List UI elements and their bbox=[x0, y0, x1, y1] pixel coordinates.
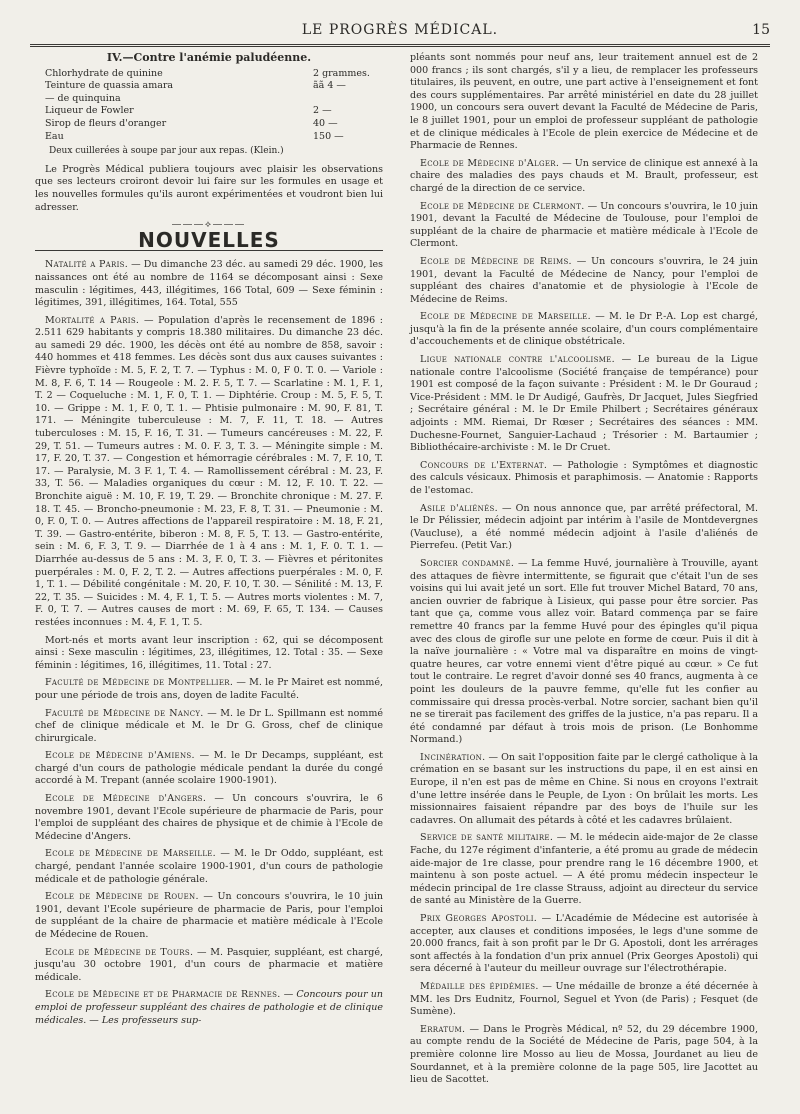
news-text: — Dans le Progrès Médical, nº 52, du 29 décembre 1900, au compte rendu de la Société de Médecine de Paris, page 504, à la première colonne lire Mosso au lieu de Mossa, Jourdanet au lieu de Sourdannet, et à la première colonne de la page 505, lire Jacottet au lieu de Sacottet. bbox=[410, 1023, 758, 1086]
page-number: 15 bbox=[752, 22, 770, 38]
page-header bbox=[30, 18, 770, 47]
news-heading: Ecole de Médecine d'Alger. bbox=[420, 157, 560, 169]
news-text: pléants sont nommés pour neuf ans, leur traitement annuel est de 2 000 francs ; ils sont chargés, s'il y a lieu, de remplacer les professeurs titulaires, ils peuvent, en outre, une part active à l'enseignement et font des cours supplémentaires. Par arrêté ministériel en date du 28 juillet 1900, un concours sera ouvert devant la Faculté de Médecine de Paris, le 8 juillet 1901, pour un emploi de professeur suppléant de pathologie et de clinique médicales à l'Ecole de plein exercice de Médecine et de Pharmacie de Rennes. bbox=[410, 52, 758, 152]
amount: 2 grammes. bbox=[313, 67, 370, 79]
news-item bbox=[410, 201, 758, 251]
news-item bbox=[410, 354, 758, 455]
news-heading: Ecole de Médecine de Reims. bbox=[420, 255, 572, 267]
left-column bbox=[35, 52, 383, 1032]
section-heading: NOUVELLES bbox=[35, 234, 383, 252]
amount: 150 — bbox=[313, 130, 344, 142]
news-text: — M. Pasquier, suppléant, est chargé, jusqu'au 30 octobre 1901, d'un cours de pharmacie et matière médicale. bbox=[35, 946, 383, 983]
news-item bbox=[35, 947, 383, 985]
news-heading: Médaille des épidémies. bbox=[420, 980, 539, 992]
news-item bbox=[35, 750, 383, 788]
news-heading: Ecole de Médecine et de Pharmacie de Rennes. bbox=[45, 989, 281, 1001]
news-heading: Ecole de Médecine de Rouen. bbox=[45, 891, 199, 903]
formula-row bbox=[35, 118, 383, 131]
news-item bbox=[35, 989, 383, 1027]
news-text: Mort-nés et morts avant leur inscription : 62, qui se décomposent ainsi : Sexe masculin : légitimes, 23, illégitimes, 12. Total : 35. — Sexe féminin : légitimes, 16, illégitimes, 11. Total : 27. bbox=[35, 634, 383, 671]
journal-title: LE PROGRÈS MÉDICAL. bbox=[301, 22, 499, 38]
news-heading: Ecole de Médecine d'Amiens. bbox=[45, 750, 195, 762]
news-heading: Faculté de Médecine de Montpellier. bbox=[45, 677, 234, 689]
news-item bbox=[35, 635, 383, 673]
news-heading: Mortalité a Paris. bbox=[45, 314, 140, 326]
news-heading: Erratum. bbox=[420, 1023, 466, 1035]
news-item bbox=[35, 315, 383, 630]
news-text: — Pathologie : Symptômes et diagnostic des calculs vésicaux. Phimosis et paraphimosis. — Anatomie : Rapports de l'estomac. bbox=[410, 459, 758, 496]
news-text: — M. le Dr L. Spillmann est nommé chef de clinique médicale et M. le Dr G. Gross, chef de clinique chirurgicale. bbox=[35, 707, 383, 744]
amount: 40 — bbox=[313, 117, 338, 129]
news-heading: Sorcier condamné. bbox=[420, 557, 515, 569]
formula-footnote: Deux cuillerées à soupe par jour aux repas. (Klein.) bbox=[49, 146, 284, 157]
news-heading: Ligue nationale contre l'alcoolisme. bbox=[420, 354, 615, 366]
news-item bbox=[410, 158, 758, 196]
news-item bbox=[410, 981, 758, 1019]
intro-paragraph: Le Progrès Médical publiera toujours avec plaisir les observations que ses lecteurs croiront devoir lui faire sur les formules en usage et les nouvelles formules qu'ils auront expérimentées et voudront bien lui adresser. bbox=[35, 163, 383, 213]
news-heading: Prix Georges Apostoli. bbox=[420, 913, 538, 924]
news-text: — Population d'après le recensement de 1896 : 2.511 629 habitants y compris 18.380 militaires. Du dimanche 23 déc. au samedi 29 déc. 1900, les décès ont été au nombre de 858, savoir : 440 hommes et 418 femmes. Les décès sont dus aux causes suivantes : Fièvre typhoïde : M. 5, F. 2, T. 7. — Typhus : M. 0, F 0. T. 0. — Variole : M. 8, F. 6, T. 14 — Rougeole : M. 2. F. 5, T. 7. — Scarlatine : M. 1, F. 1, T. 2 — Coqueluche : M. 1, F. 0, T. 1. — Diphtérie. Croup : M. 5, F. 5, T. 10. — Grippe : M. 1, F. 0, T. 1. — Phtisie pulmonaire : M. 90, F. 81, T. 171. — Méningite tuberculeuse : M. 7, F. 11, T. 18. — Autres tuberculoses : M. 15, F. 16, T. 31. — Tumeurs cancéreuses : M. 22, F. 29, T. 51. — Tumeurs autres : M. 0. F. 3, T. 3. — Méningite simple : M. 17, F. 20, T. 37. — Congestion et hémorragie cérébrales : M. 7, F. 10, T. 17. — Paralysie, M. 3 F. 1, T. 4. — Ramollissement cérébral : M. 23, F. 33, T. 56. — Maladies organiques du cœur : M. 12, F. 10. T. 22. — Bronchite aiguë : M. 10, F. 19, T. 29. — Bronchite chronique : M. 27. F. 18. T. 45. — Broncho-pneumonie : M. 23, F. 8, T. 31. — Pneumonie : M. 0, F. 0, T. 0. — Autres affections de l'appareil respiratoire : M. 18, F. 21, T. 39. — Gastro-entérite, biberon : M. 8, F. 5, T. 13. — Gastro-entérite, sein : M. 6, F. 3, T. 9. — Diarrhée de 1 à 4 ans : M. 1, F. 0. T. 1. — Diarrhée au-dessus de 5 ans : M. 3, F. 0, T. 3. — Fièvres et péritonites puerpérales : M. 0, F. 2, T. 2. — Autres affections puerpérales : M. 0, F. 1, T. 1. — Débilité congénitale : M. 20, F. 10, T. 30. — Sénilité : M. 13, F. 22, T. 35. — Suicides : M. 4, F. 1, T. 5. — Autres morts violentes : M. 7, F. 0, T. 7. — Autres causes de mort : M. 69, F. 65, T. 134. — Causes restées inconnues : M. 4, F. 1, T. 5. bbox=[35, 314, 383, 628]
news-item bbox=[410, 1024, 758, 1087]
news-text: — On sait l'opposition faite par le clergé catholique à la crémation en se basant sur les instructions du pape, il en est ainsi en Europe, il n'en est pas de même en Chine. Si nous en croyons l'extrait d'une lettre insérée dans le Peuple, de Lyon : On brûlait les morts. Les missionnaires faisaient répandre par des boys de l'huile sur les cadavres. On allumait des pétards à côté et les cadavres brûlaient. bbox=[410, 751, 758, 826]
right-column bbox=[410, 52, 758, 1092]
news-text: — M. le Dr Decamps, suppléant, est chargé d'un cours de pathologie médicale pendant la durée du congé accordé à M. Trepant (année scolaire 1900-1901). bbox=[35, 750, 383, 787]
formula-list bbox=[35, 68, 383, 144]
news-item bbox=[410, 256, 758, 306]
news-heading: Faculté de Médecine de Nancy. bbox=[45, 707, 204, 719]
news-item bbox=[35, 793, 383, 843]
news-text: — Un concours s'ouvrira, le 10 juin 1901, devant la Faculté de Médecine de Toulouse, pour l'emploi de suppléant de la chaire de pharmacie et matière médicale à l'Ecole de Clermont. bbox=[410, 200, 758, 250]
news-item bbox=[35, 891, 383, 941]
formula-row bbox=[35, 93, 383, 106]
news-item bbox=[410, 752, 758, 828]
news-text: — L'Académie de Médecine est autorisée à accepter, aux clauses et conditions imposées, le legs d'une somme de 20.000 francs, fait à son profit par le Dr G. Apostoli, dont les arrérages sont affectés à la fondation d'un prix annuel (Prix Georges Apostoli) qui sera décerné à l'auteur du meilleur ouvrage sur l'électrothérapie. bbox=[410, 913, 758, 975]
news-heading: Ecole de Médecine de Clermont. bbox=[420, 200, 585, 212]
ingredient: — de quinquina bbox=[45, 92, 121, 104]
ingredient: Teinture de quassia amara bbox=[45, 80, 174, 92]
news-text: — Concours pour un emploi de professeur suppléant des chaires de pathologie et de clinique médicales. — Les professeurs sup- bbox=[35, 989, 383, 1026]
news-heading: Ecole de Médecine de Tours. bbox=[45, 946, 194, 958]
ingredient: Eau bbox=[45, 130, 64, 142]
ingredient: Liqueur de Fowler bbox=[45, 105, 134, 117]
news-heading: Incinération. bbox=[420, 751, 486, 763]
news-text: — Un concours s'ouvrira, le 6 novembre 1901, devant l'Ecole supérieure de pharmacie de Paris, pour l'emploi de suppléant des chaires de physique et de chimie à l'Ecole de Médecine d'Angers. bbox=[35, 793, 383, 842]
news-text: — M. le Pr Mairet est nommé, pour une période de trois ans, doyen de ladite Faculté. bbox=[35, 677, 383, 701]
formula-row bbox=[35, 105, 383, 118]
news-item bbox=[35, 708, 383, 746]
news-text: — La femme Huvé, journalière à Trouville, ayant des attaques de fièvre intermittente, se figurait que c'était l'un de ses voisins qui lui avait jeté un sort. Elle fut trouver Michel Batard, 70 ans, ancien ouvrier de fabrique à Lisieux, qui passe pour être sorcier. Pas tant que ça, comme vous allez voir. Batard commença par se faire remettre 40 francs par la femme Huvé pour des épingles qu'il piqua avec des clous de girofle sur une pelote en forme de cœur. Puis il dit à la naïve journalière : « Votre mal va disparaître en moins de vingt-quatre heures, car votre ennemi vient d'être piqué au cœur. » Ce fut tout le contraire. Le regret d'avoir donné ses 40 francs, augmenta à ce point les douleurs de la pauvre femme, qu'elle fut les confier au commissaire qui dressa procès-verbal. Notre sorcier, sachant bien qu'il ne se tirerait pas facilement des griffes de la justice, n'a pas reparu. Il a été condamné par défaut à trois mois de prison. (Le Bonhomme Normand.) bbox=[410, 557, 758, 746]
news-item bbox=[410, 913, 758, 976]
ornament-divider: ―――⟡――― bbox=[172, 220, 246, 231]
news-text: — M. le Dr Oddo, suppléant, est chargé, pendant l'année scolaire 1900-1901, d'un cours de pathologie médicale et de pathologie générale. bbox=[35, 848, 383, 885]
ingredient: Chlorhydrate de quinine bbox=[45, 67, 163, 79]
news-item bbox=[410, 311, 758, 349]
amount: ãã 4 — bbox=[313, 80, 346, 92]
news-text: — M. le Dr P.-A. Lop est chargé, jusqu'à la fin de la présente année scolaire, d'un cours complémentaire d'accouchements et de clinique obstétricale. bbox=[410, 311, 758, 348]
news-text: — Une médaille de bronze a été décernée à MM. les Drs Eudnitz, Fournol, Seguel et Yvon (de Paris) ; Fesquet (de Sumène). bbox=[410, 980, 758, 1018]
news-text: — Un service de clinique est annexé à la chaire des maladies des pays chauds et M. Brault, professeur, est chargé de la direction de ce service. bbox=[410, 157, 758, 194]
amount bbox=[313, 93, 383, 106]
news-heading: Service de santé militaire. bbox=[420, 832, 554, 844]
news-heading: Ecole de Médecine de Marseille. bbox=[45, 848, 216, 860]
news-heading: Asile d'aliénés. bbox=[420, 502, 498, 514]
formula-row bbox=[35, 80, 383, 93]
news-text: — Le bureau de la Ligue nationale contre l'alcoolisme (Société française de tempérance) pour 1901 est composé de la façon suivante : Président : M. le Dr Gouraud ; Vice-Président : MM. le Dr Audigé, Gaufrès, Dr Jacquet, Jules Siegfried ; Secrétaire général : M. le Dr Emile Philbert ; Secrétaires généraux adjoints : MM. Riemai, Dr Rœser ; Secrétaires des séances : MM. Duchesne-Fournet, Sanguier-Lachaud ; Trésorier : M. Bartaumier ; Bibliothécaire-archiviste : M. le Dr Cruet. bbox=[410, 354, 758, 454]
news-text: — Un concours s'ouvrira, le 24 juin 1901, devant la Faculté de Médecine de Nancy, pour l'emploi de suppléant des chaires d'anatomie et de physiologie à l'Ecole de Médecine de Reims. bbox=[410, 255, 758, 305]
news-item bbox=[410, 503, 758, 553]
news-heading: Ecole de Médecine d'Angers. bbox=[45, 793, 207, 805]
amount: 2 — bbox=[313, 105, 332, 117]
formula-title: IV.—Contre l'anémie paludéenne. bbox=[106, 51, 312, 64]
news-heading: Concours de l'Externat. bbox=[420, 459, 548, 471]
news-item bbox=[35, 848, 383, 886]
formula-row bbox=[35, 68, 383, 81]
news-text: — M. le médecin aide-major de 2e classe Fache, du 127e régiment d'infanterie, a été promu au grade de médecin aide-major de 1re classe, pour prendre rang le 16 décembre 1900, et maintenu à son poste actuel. — A été promu médecin inspecteur le médecin principal de 1re classe Strauss, adjoint au directeur du service de santé au Ministère de la Guerre. bbox=[410, 832, 759, 907]
news-item bbox=[35, 677, 383, 702]
news-heading: Ecole de Médecine de Marseille. bbox=[420, 311, 591, 323]
news-item bbox=[410, 460, 758, 498]
formula-row bbox=[35, 131, 383, 144]
news-heading: Natalité a Paris. bbox=[45, 259, 129, 271]
news-item bbox=[35, 259, 383, 309]
news-item bbox=[410, 52, 758, 153]
news-item bbox=[410, 558, 758, 747]
news-item bbox=[410, 832, 758, 908]
ingredient: Sirop de fleurs d'oranger bbox=[45, 117, 167, 129]
news-text: — On nous annonce que, par arrêté préfectoral, M. le Dr Pélissier, médecin adjoint par intérim à l'asile de Montdevergnes (Vaucluse), a été nommé médecin adjoint à l'asile d'aliénés de Pierrefeu. (Petit Var.) bbox=[410, 502, 758, 552]
news-text: — Du dimanche 23 déc. au samedi 29 déc. 1900, les naissances ont été au nombre de 1164 se décomposant ainsi : Sexe masculin : légitimes, 443, illégitimes, 166 Total, 609 — Sexe féminin : légitimes, 391, illégitimes, 164. Total, 555 bbox=[35, 259, 383, 309]
news-text: — Un concours s'ouvrira, le 10 juin 1901, devant l'Ecole supérieure de pharmacie de Paris, pour l'emploi de suppléant de la chaire de pharmacie et matière médicale à l'Ecole de Médecine de Rouen. bbox=[35, 891, 383, 940]
